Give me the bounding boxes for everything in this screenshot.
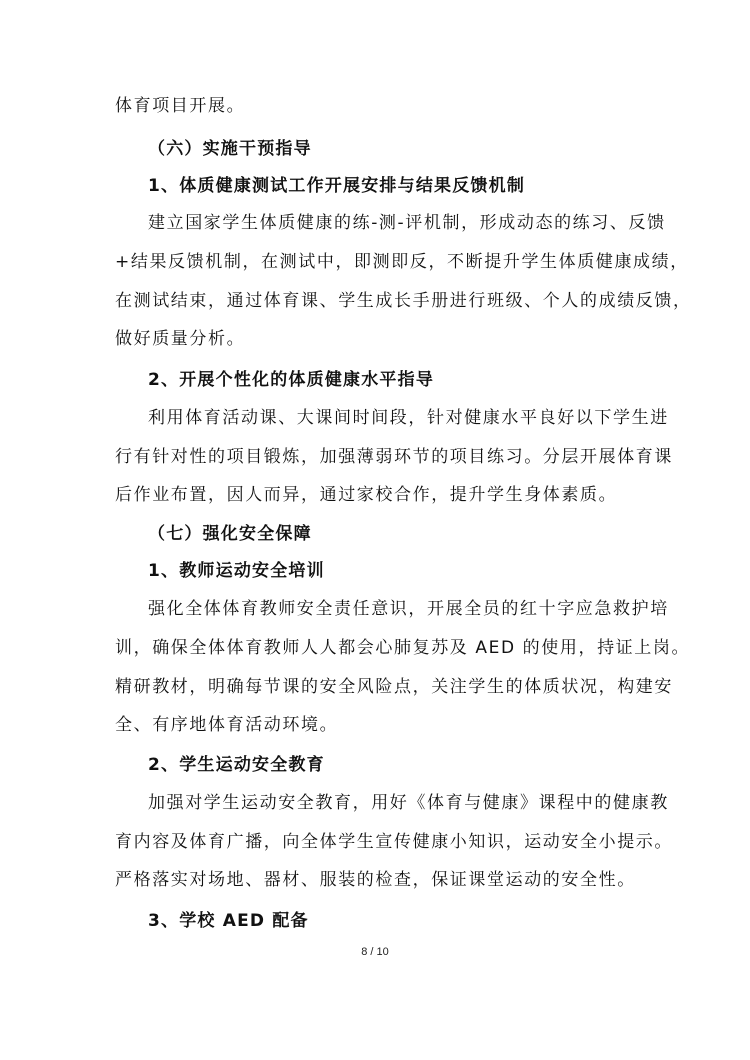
subsection-heading-7-2: 2、学生运动安全教育 [148, 755, 325, 775]
paragraph-line: 训，确保全体体育教师人人都会心肺复苏及 AED 的使用，持证上岗。 [115, 638, 691, 658]
paragraph-line: 行有针对性的项目锻炼，加强薄弱环节的项目练习。分层开展体育课 [115, 447, 673, 467]
paragraph-line: 后作业布置，因人而异，通过家校合作，提升学生身体素质。 [115, 485, 618, 505]
paragraph-line: +结果反馈机制，在测试中，即测即反，不断提升学生体质健康成绩， [115, 252, 689, 272]
paragraph-line: 育内容及体育广播，向全体学生宣传健康小知识，运动安全小提示。 [115, 832, 673, 852]
paragraph-continuation: 体育项目开展。 [115, 96, 246, 116]
paragraph-line: 利用体育活动课、大课间时间段，针对健康水平良好以下学生进 [148, 408, 669, 428]
section-heading-7: （七）强化安全保障 [148, 524, 312, 544]
subsection-heading-7-1: 1、教师运动安全培训 [148, 561, 325, 581]
paragraph-line: 强化全体体育教师安全责任意识，开展全员的红十字应急救护培 [148, 599, 669, 619]
paragraph-line: 建立国家学生体质健康的练-测-评机制，形成动态的练习、反馈 [148, 213, 666, 233]
paragraph-line: 全、有序地体育活动环境。 [115, 715, 339, 735]
paragraph-line: 严格落实对场地、器材、服装的检查，保证课堂运动的安全性。 [115, 870, 636, 890]
subsection-heading-6-2: 2、开展个性化的体质健康水平指导 [148, 370, 435, 390]
paragraph-line: 在测试结束，通过体育课、学生成长手册进行班级、个人的成绩反馈， [115, 291, 692, 311]
paragraph-line: 精研教材，明确每节课的安全风险点，关注学生的体质状况，构建安 [115, 677, 673, 697]
paragraph-line: 做好质量分析。 [115, 329, 246, 349]
section-heading-6: （六）实施干预指导 [148, 139, 312, 159]
page-number: 8 / 10 [361, 946, 389, 958]
subsection-heading-6-1: 1、体质健康测试工作开展安排与结果反馈机制 [148, 176, 526, 196]
paragraph-line: 加强对学生运动安全教育，用好《体育与健康》课程中的健康教 [148, 793, 669, 813]
subsection-heading-7-3: 3、学校 AED 配备 [148, 911, 309, 931]
